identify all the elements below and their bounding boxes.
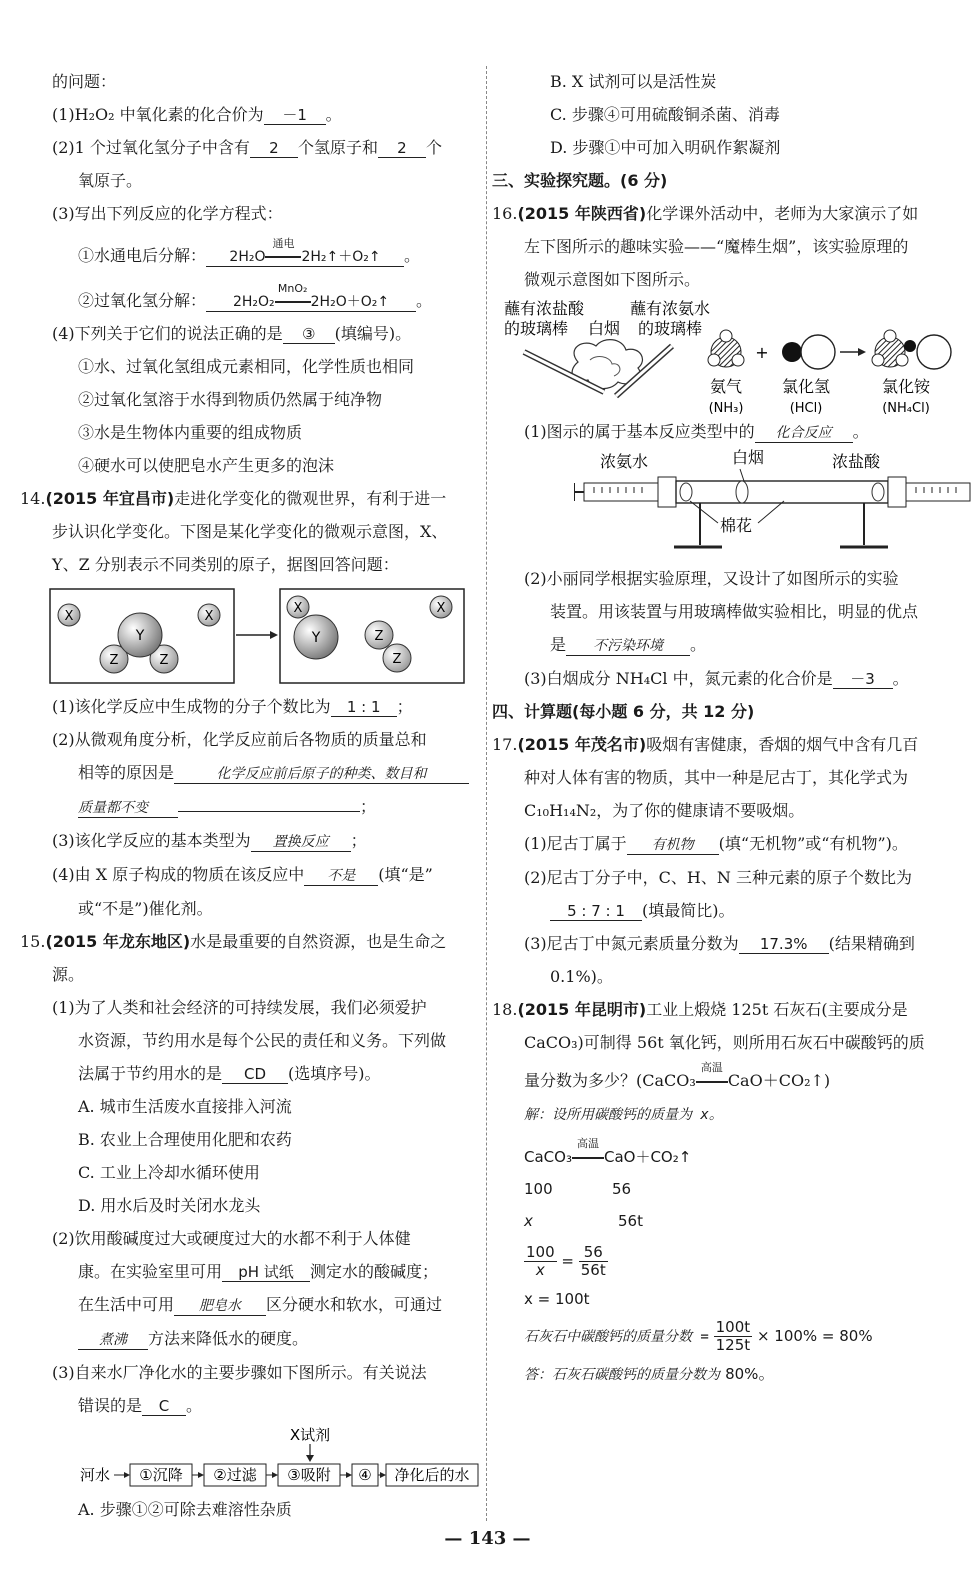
- page-number: — 143 —: [444, 1528, 531, 1549]
- svg-text:(HCl): (HCl): [789, 401, 823, 416]
- q13-part1: (1)H₂O₂ 中氧化素的化合价为 －1 。: [52, 105, 342, 124]
- solution-result: x = 100t: [524, 1290, 590, 1308]
- option-item: B. 农业上合理使用化肥和农药: [78, 1130, 292, 1149]
- option-item: A. 步骤①②可除去难溶性杂质: [78, 1500, 292, 1519]
- text-line: CaCO₃)可制得 56t 氧化钙，则所用石灰石中碳酸钙的质: [524, 1033, 925, 1052]
- flow-step: 河水: [80, 1466, 111, 1484]
- text-line: 质量都不变 ；: [78, 797, 377, 816]
- option-item: ③水是生物体内重要的组成物质: [78, 423, 303, 442]
- svg-text:浓盐酸: 浓盐酸: [832, 452, 881, 471]
- answer-blank: ③: [283, 325, 335, 344]
- text-line: 微观示意图如下图所示。: [524, 270, 701, 289]
- q14-part4: (4)由 X 原子构成的物质在该反应中 不是 (填“是”: [52, 865, 433, 884]
- flow-step: 净化后的水: [394, 1466, 470, 1484]
- option-item: C. 工业上冷却水循环使用: [78, 1163, 260, 1182]
- answer-blank: 化学反应前后原子的种类、数目和: [174, 765, 469, 784]
- svg-text:Z: Z: [109, 653, 119, 668]
- text-line: 是 不污染环境 。: [550, 635, 707, 654]
- option-item: ①水、过氧化氢组成元素相同，化学性质也相同: [78, 357, 415, 376]
- magic-smoke-figure: [500, 296, 960, 416]
- q16-part3: (3)白烟成分 NH₄Cl 中，氮元素的化合价是 －3 。: [524, 669, 909, 688]
- equation-water: ①水通电后分解： 2H₂O 通电 2H₂↑＋O₂↑ 。: [78, 237, 421, 265]
- option-item: ④硬水可以使肥皂水产生更多的泡沫: [78, 456, 335, 475]
- text-line: 装置。用该装置与用玻璃棒做实验相比，明显的优点: [550, 602, 919, 621]
- text-line: 氧原子。: [78, 171, 143, 190]
- svg-text:Z: Z: [159, 653, 169, 668]
- svg-text:X: X: [436, 601, 446, 616]
- solution-mass-row: x 56t: [524, 1212, 643, 1230]
- text-line: 法属于节约用水的是 CD (选填序号)。: [78, 1064, 381, 1083]
- q17-header: 17.(2015 年茂名市)吸烟有害健康，香烟的烟气中含有几百: [492, 735, 919, 754]
- option-item: A. 城市生活废水直接排入河流: [78, 1097, 292, 1116]
- answer-blank: 质量都不变: [78, 799, 178, 818]
- q17-part3: (3)尼古丁中氮元素质量分数为 17.3% (结果精确到: [524, 934, 915, 953]
- q18-header: 18.(2015 年昆明市)工业上煅烧 125t 石灰石(主要成分是: [492, 1000, 908, 1019]
- flow-step: ④: [358, 1466, 372, 1484]
- left-column: [20, 64, 482, 1520]
- solution-percentage: 石灰石中碳酸钙的质量分数 = $\frac{100t}{125t}$ × 100% = 80%: [524, 1318, 873, 1354]
- text-line: C₁₀H₁₄N₂，为了你的健康请不要吸烟。: [524, 801, 805, 820]
- option-item: D. 用水后及时关闭水龙头: [78, 1196, 261, 1215]
- option-item: D. 步骤①中可加入明矾作絮凝剂: [550, 138, 781, 157]
- answer-blank: 17.3%: [739, 935, 829, 954]
- option-item: ②过氧化氢溶于水得到物质仍然属于纯净物: [78, 390, 383, 409]
- solution-line: 解：设所用碳酸钙的质量为 x。: [524, 1107, 723, 1123]
- answer-blank: 化合反应: [755, 424, 853, 443]
- right-column: [492, 64, 957, 1385]
- svg-text:棉花: 棉花: [720, 516, 753, 535]
- q16-part1: (1)图示的属于基本反应类型中的 化合反应 。: [524, 422, 869, 441]
- text-line: 相等的原因是 化学反应前后原子的种类、数目和: [20, 763, 482, 784]
- answer-blank: C: [142, 1397, 186, 1416]
- flow-step: ①沉降: [139, 1466, 183, 1484]
- answer-blank: 煮沸: [78, 1331, 148, 1350]
- svg-text:+: +: [755, 343, 769, 362]
- equation-blank: 2H₂O 通电 2H₂↑＋O₂↑: [206, 248, 404, 267]
- equation-blank: 2H₂O₂ MnO₂ 2H₂O＋O₂↑: [206, 293, 416, 312]
- svg-text:X: X: [204, 609, 214, 624]
- q15-part1: (1)为了人类和社会经济的可持续发展，我们必须爱护: [52, 998, 427, 1017]
- answer-blank: 5 : 7 : 1: [550, 902, 642, 921]
- svg-text:(NH₃): (NH₃): [708, 401, 744, 416]
- text-line: 煮沸 方法来降低水的硬度。: [20, 1329, 482, 1350]
- svg-text:(NH₄Cl): (NH₄Cl): [882, 401, 930, 416]
- answer-blank: 有机物: [627, 836, 719, 855]
- q13-part4: (4)下列关于它们的说法正确的是 ③ (填编号)。: [52, 324, 412, 343]
- text-line: 量分数为多少？(CaCO₃ 高温 CaO＋CO₂↑): [524, 1061, 831, 1090]
- text-line: Y、Z 分别表示不同类别的原子，据图回答问题：: [52, 555, 399, 574]
- syringe-apparatus-figure: [574, 449, 974, 561]
- q15-part3: (3)自来水厂净化水的主要步骤如下图所示。有关说法: [52, 1363, 427, 1382]
- flow-step: ②过滤: [213, 1466, 257, 1484]
- svg-text:的玻璃棒: 的玻璃棒: [504, 319, 569, 338]
- water-purification-flow: [80, 1426, 500, 1488]
- section-heading-3: 三、实验探究题。(6 分): [492, 171, 668, 190]
- text-line: 康。在实验室里可用 pH 试纸 测定水的酸碱度；: [78, 1262, 439, 1281]
- text-line: 0.1%)。: [550, 967, 613, 986]
- svg-text:蘸有浓盐酸: 蘸有浓盐酸: [504, 299, 585, 318]
- answer-blank: CD: [222, 1065, 288, 1084]
- svg-text:氯化铵: 氯化铵: [881, 377, 931, 396]
- section-heading-4: 四、计算题(每小题 6 分，共 12 分): [492, 702, 755, 721]
- equation-peroxide: ②过氧化氢分解： 2H₂O₂ MnO₂ 2H₂O＋O₂↑ 。: [78, 282, 433, 310]
- svg-text:氯化氢: 氯化氢: [781, 377, 831, 396]
- text-line: 步认识化学变化。下图是某化学变化的微观示意图，X、: [52, 522, 448, 541]
- solution-proportion: $\frac{100}{x}$ = $\frac{56}{56t}$: [526, 1243, 606, 1279]
- option-item: C. 步骤④可用硫酸铜杀菌、消毒: [550, 105, 780, 124]
- text-line: 种对人体有害的物质，其中一种是尼古丁，其化学式为: [524, 768, 909, 787]
- svg-text:Y: Y: [135, 628, 145, 644]
- svg-text:Z: Z: [392, 652, 402, 667]
- svg-text:氨气: 氨气: [709, 377, 743, 396]
- text-line: 或“不是”)催化剂。: [78, 899, 213, 918]
- text-line: 5 : 7 : 1 (填最简比)。: [492, 901, 957, 921]
- q14-part3: (3)该化学反应的基本类型为 置换反应 ；: [52, 831, 367, 850]
- q16-part2: (2)小丽同学根据实验原理，又设计了如图所示的实验: [524, 569, 899, 588]
- text-line: 的问题：: [52, 72, 117, 91]
- q15-part2: (2)饮用酸碱度过大或硬度过大的水都不利于人体健: [52, 1229, 411, 1248]
- q15-header: 15.(2015 年龙东地区)水是最重要的自然资源，也是生命之: [20, 932, 447, 951]
- option-item: B. X 试剂可以是活性炭: [550, 72, 717, 91]
- svg-text:Z: Z: [374, 629, 384, 644]
- svg-text:Y: Y: [311, 630, 321, 646]
- answer-blank: 2: [378, 139, 426, 158]
- svg-text:蘸有浓氨水: 蘸有浓氨水: [630, 299, 711, 318]
- answer-blank: 2: [250, 139, 298, 158]
- answer-blank: 置换反应: [251, 833, 351, 852]
- svg-text:白烟: 白烟: [588, 319, 621, 338]
- q17-part2: (2)尼古丁分子中，C、H、N 三种元素的原子个数比为: [524, 868, 912, 887]
- solution-equation: CaCO₃ 高温 CaO＋CO₂↑: [524, 1137, 692, 1166]
- svg-text:白烟: 白烟: [732, 449, 765, 467]
- solution-answer: 答：石灰石碳酸钙的质量分数为 80%。: [524, 1364, 775, 1383]
- text-line: 水资源，节约用水是每个公民的责任和义务。下列做: [78, 1031, 447, 1050]
- solution-mass-row: 100 56: [524, 1180, 632, 1198]
- answer-blank: －3: [833, 670, 893, 689]
- text-line: 左下图所示的趣味实验——“魔棒生烟”，该实验原理的: [524, 237, 909, 256]
- text-line: 源。: [52, 965, 85, 984]
- svg-text:X: X: [293, 601, 303, 616]
- q13-part3: (3)写出下列反应的化学方程式：: [52, 204, 283, 223]
- q14-header: 14.(2015 年宜昌市)走进化学变化的微观世界，有利于进一: [20, 489, 447, 508]
- q17-part1: (1)尼古丁属于 有机物 (填“无机物”或“有机物”)。: [524, 834, 908, 853]
- answer-blank: 肥皂水: [174, 1297, 266, 1316]
- flow-reagent-label: X试剂: [289, 1426, 331, 1444]
- text-line: 在生活中可用 肥皂水 区分硬水和软水，可通过: [78, 1295, 443, 1314]
- q16-header: 16.(2015 年陕西省)化学课外活动中，老师为大家演示了如: [492, 204, 919, 223]
- q14-part2: (2)从微观角度分析，化学反应前后各物质的质量总和: [52, 730, 427, 749]
- svg-text:X: X: [64, 609, 74, 624]
- svg-text:浓氨水: 浓氨水: [600, 452, 649, 471]
- q14-part1: (1)该化学反应中生成物的分子个数比为 1 : 1 ；: [52, 697, 413, 716]
- text-line: 错误的是 C 。: [78, 1396, 203, 1415]
- answer-blank: －1: [264, 106, 326, 125]
- flow-step: ③吸附: [287, 1466, 331, 1484]
- svg-text:的玻璃棒: 的玻璃棒: [638, 319, 703, 338]
- micro-reaction-diagram: [48, 587, 488, 687]
- column-divider: [486, 66, 487, 1521]
- answer-blank: pH 试纸: [222, 1263, 310, 1282]
- answer-blank: 不是: [304, 867, 378, 886]
- answer-blank: 1 : 1: [331, 698, 397, 717]
- q13-part2: (2)1 个过氧化氢分子中含有 2 个氢原子和 2 个: [52, 138, 442, 157]
- answer-blank: 不污染环境: [566, 637, 690, 656]
